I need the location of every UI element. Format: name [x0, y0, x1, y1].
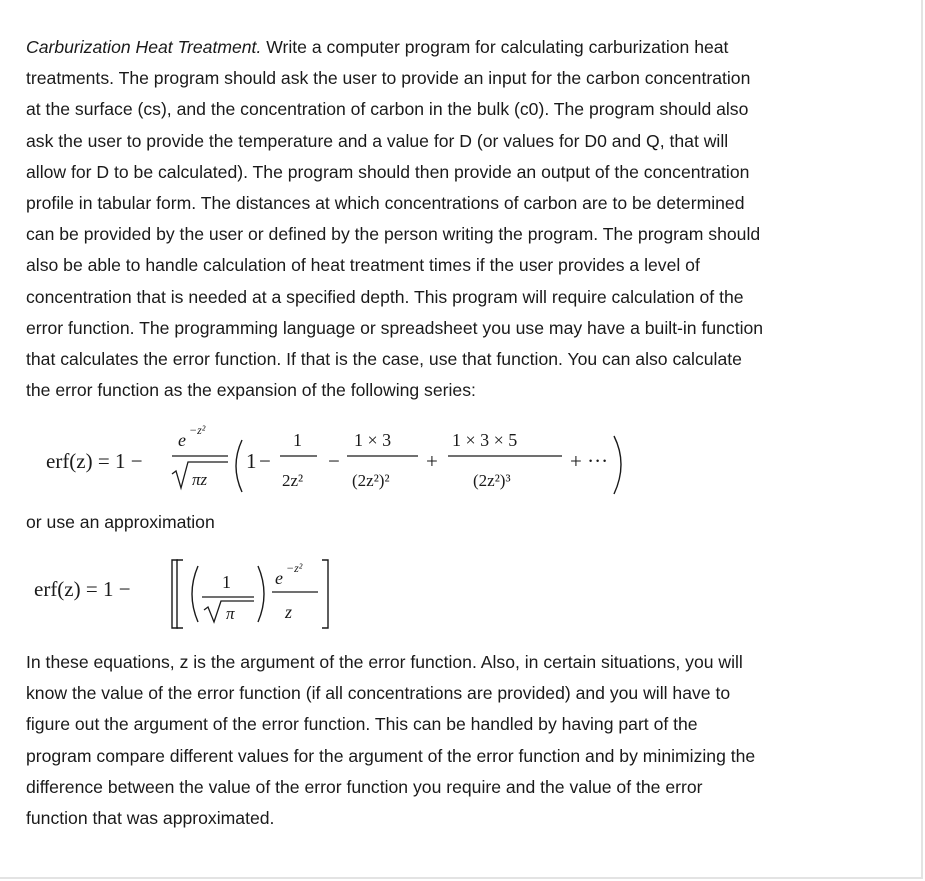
series-t1-den: 2z²	[282, 471, 304, 490]
series-lhs: erf(z) = 1 −	[46, 449, 143, 473]
approx-z: z	[285, 602, 293, 622]
intro-line-4: ask the user to provide the temperature and a value for D (or values for D0 and Q, that will	[26, 130, 729, 151]
series-right-paren	[614, 436, 621, 494]
closing-line-4: program compare different values for the argument of the error function and by minimizing the	[26, 745, 756, 766]
series-t2-num: 1 × 3	[354, 430, 392, 450]
intro-line-3: at the surface (cs), and the concentration of carbon in the bulk (c0). The program should also	[26, 99, 749, 120]
intro-line-6: profile in tabular form. The distances at which concentrations of carbon are to be determined	[26, 193, 745, 214]
series-t1-num: 1	[293, 430, 302, 450]
intro-line-11: that calculates the error function. If that is the case, use that function. You can also calculate	[26, 349, 742, 370]
series-sqrt-radicand: πz	[192, 470, 208, 489]
closing-line-1: In these equations, z is the argument of the error function. Also, in certain situations, you will	[26, 652, 743, 672]
intro-line-1: Carburization Heat Treatment. Write a computer program for calculating carburization heat	[26, 37, 729, 57]
series-t3-num: 1 × 3 × 5	[452, 430, 518, 450]
approx-exp-power: −z²	[286, 561, 303, 575]
series-tail: + ···	[570, 449, 609, 473]
series-t2-den: (2z²)²	[352, 471, 390, 490]
approx-left-paren	[192, 566, 198, 622]
closing-line-6: function that was approximated.	[26, 808, 275, 829]
approx-right-bracket	[322, 560, 328, 628]
problem-title: Carburization Heat Treatment.	[26, 37, 262, 57]
equation-series	[46, 423, 621, 494]
closing-line-3: figure out the argument of the error function. This can be handled by having part of the	[26, 714, 698, 735]
approx-pi: π	[226, 604, 235, 623]
approx-left-bracket-inner	[177, 560, 183, 628]
intro-line-5: allow for D to be calculated). The program should then provide an output of the concentration	[26, 161, 750, 182]
intro-line-7: can be provided by the user or defined by the person writing the program. The program should	[26, 224, 761, 245]
approx-label: or use an approximation	[26, 512, 215, 532]
series-one: 1	[246, 449, 257, 473]
series-minus-1: −	[259, 449, 271, 473]
approx-lhs: erf(z) = 1 −	[34, 577, 131, 601]
approx-exp-base: e	[275, 568, 283, 588]
intro-line-10: error function. The programming language or spreadsheet you use may have a built-in function	[26, 317, 764, 338]
series-exp-power: −z²	[189, 423, 206, 437]
closing-line-5: difference between the value of the error function you require and the value of the error	[26, 776, 703, 797]
closing-line-2: know the value of the error function (if all concentrations are provided) and you will have to	[26, 683, 731, 704]
equation-approx	[34, 560, 328, 628]
intro-line-8: also be able to handle calculation of heat treatment times if the user provides a level of	[26, 255, 700, 276]
approx-right-paren	[258, 566, 264, 622]
series-minus-2: −	[328, 449, 340, 473]
series-left-paren	[236, 440, 242, 492]
series-plus: +	[426, 449, 438, 473]
intro-line-2: treatments. The program should ask the user to provide an input for the carbon concentration	[26, 68, 751, 89]
approx-one: 1	[222, 572, 231, 592]
series-t3-den: (2z²)³	[473, 471, 511, 490]
intro-line-9: concentration that is needed at a specified depth. This program will require calculation of the	[26, 286, 744, 307]
intro-line-12: the error function as the expansion of the following series:	[26, 380, 476, 401]
series-exp-base: e	[178, 430, 186, 450]
closing-paragraph	[26, 647, 906, 834]
